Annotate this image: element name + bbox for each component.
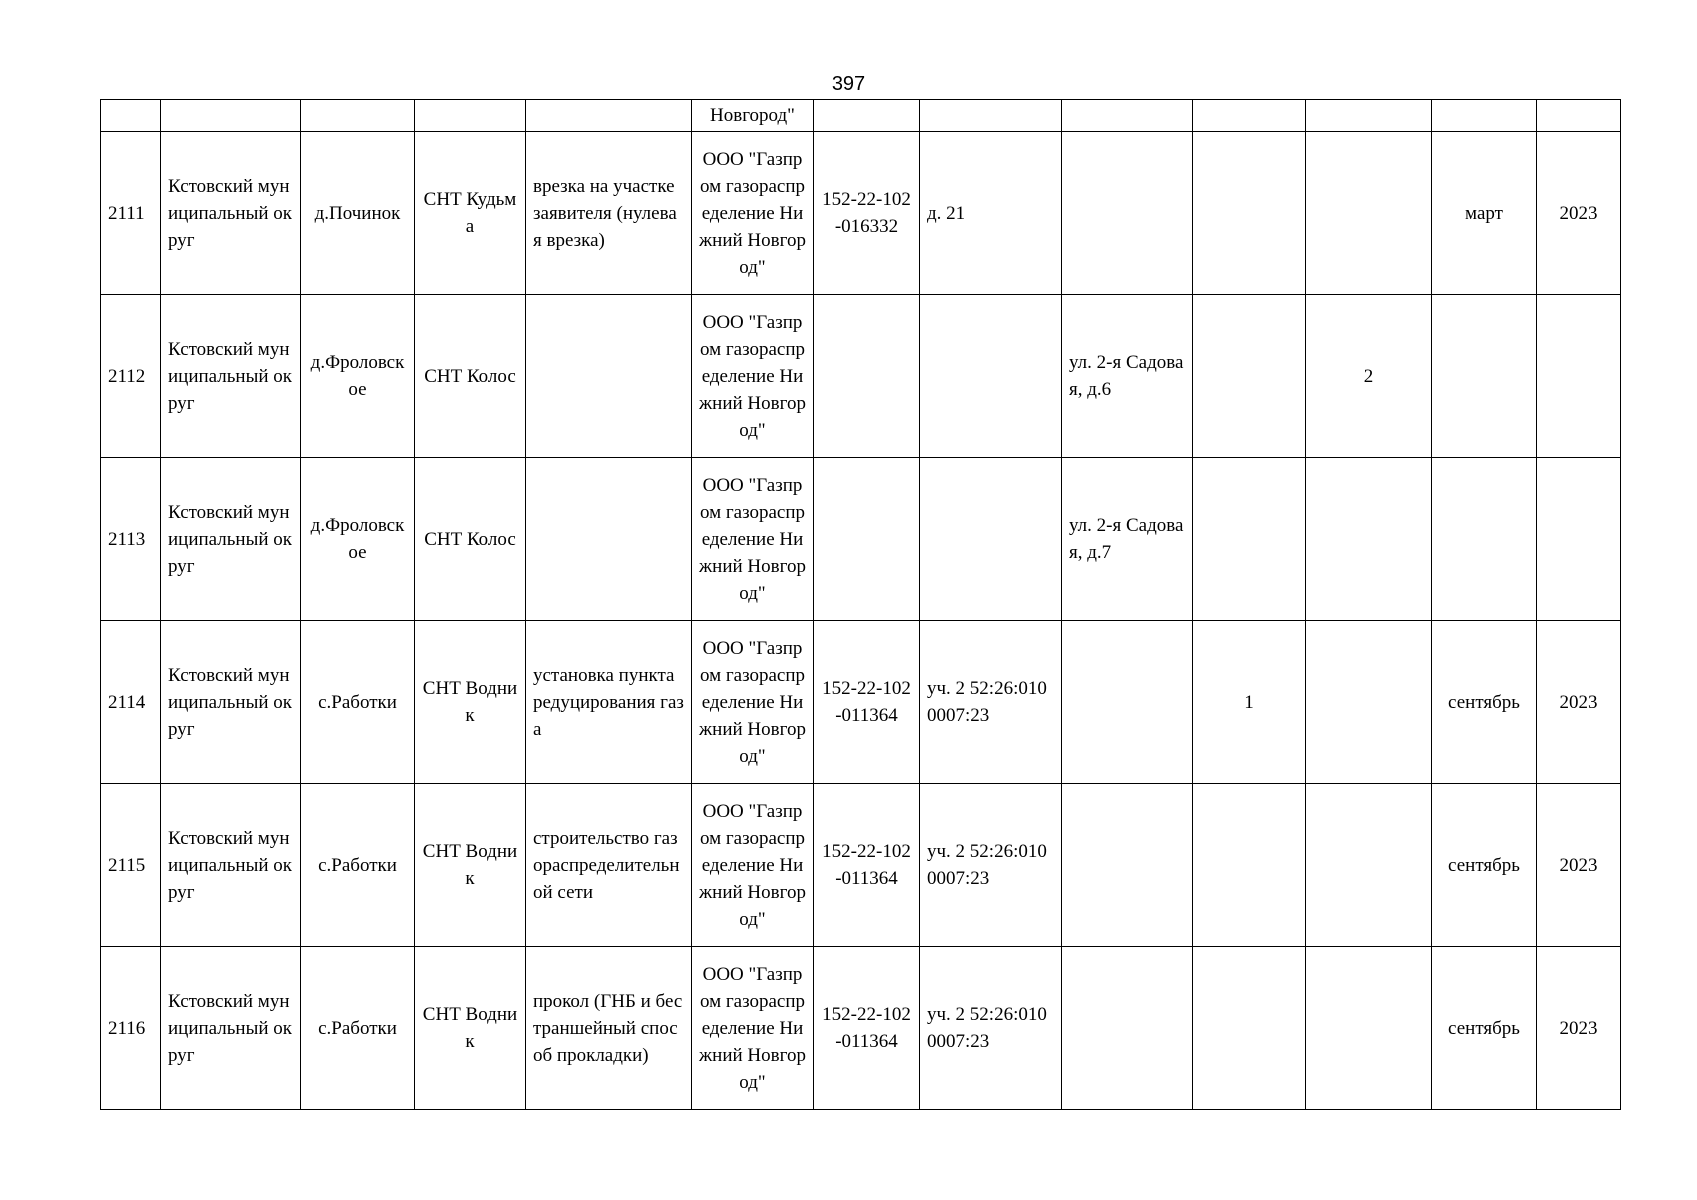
district-cell: Кстовский муниципальный округ xyxy=(161,947,301,1110)
month-cell: сентябрь xyxy=(1432,784,1537,947)
count-a-cell xyxy=(1193,784,1306,947)
settlement-cell: д.Фроловское xyxy=(301,458,415,621)
organization-cell: ООО "Газпром газораспределение Нижний Новгород" xyxy=(692,621,814,784)
organization-cell: ООО "Газпром газораспределение Нижний Новгород" xyxy=(692,295,814,458)
code-cell: 152-22-102-016332 xyxy=(814,132,920,295)
count-a-cell: 1 xyxy=(1193,621,1306,784)
district-cell: Кстовский муниципальный округ xyxy=(161,621,301,784)
organization-cell: ООО "Газпром газораспределение Нижний Новгород" xyxy=(692,132,814,295)
count-b-cell xyxy=(1306,621,1432,784)
year-cell: 2023 xyxy=(1537,621,1621,784)
year-cell: 2023 xyxy=(1537,947,1621,1110)
table-cell xyxy=(920,100,1062,132)
year-cell: 2023 xyxy=(1537,784,1621,947)
table-row xyxy=(101,458,1621,621)
street-cell: ул. 2-я Садовая, д.6 xyxy=(1062,295,1193,458)
table-cell xyxy=(814,100,920,132)
year-cell: 2023 xyxy=(1537,132,1621,295)
count-b-cell xyxy=(1306,784,1432,947)
work-type-cell: прокол (ГНБ и бестраншейный способ прокладки) xyxy=(526,947,692,1110)
street-cell xyxy=(1062,132,1193,295)
street-cell xyxy=(1062,784,1193,947)
organization-cell: ООО "Газпром газораспределение Нижний Новгород" xyxy=(692,947,814,1110)
address-cell: уч. 2 52:26:0100007:23 xyxy=(920,947,1062,1110)
count-b-cell: 2 xyxy=(1306,295,1432,458)
snt-cell: СНТ Водник xyxy=(415,784,526,947)
month-cell: март xyxy=(1432,132,1537,295)
table-cell xyxy=(1306,100,1432,132)
organization-cell: ООО "Газпром газораспределение Нижний Новгород" xyxy=(692,784,814,947)
table-row-continuation xyxy=(101,100,1621,132)
work-type-cell: врезка на участке заявителя (нулевая врезка) xyxy=(526,132,692,295)
table-row xyxy=(101,947,1621,1110)
row-number: 2114 xyxy=(101,621,161,784)
table-row xyxy=(101,132,1621,295)
count-a-cell xyxy=(1193,458,1306,621)
month-cell: сентябрь xyxy=(1432,947,1537,1110)
row-number: 2116 xyxy=(101,947,161,1110)
row-number: 2111 xyxy=(101,132,161,295)
month-cell xyxy=(1432,295,1537,458)
work-type-cell: строительство газораспределительной сети xyxy=(526,784,692,947)
table-cell xyxy=(1062,100,1193,132)
code-cell: 152-22-102-011364 xyxy=(814,784,920,947)
table-row xyxy=(101,621,1621,784)
street-cell xyxy=(1062,947,1193,1110)
street-cell: ул. 2-я Садовая, д.7 xyxy=(1062,458,1193,621)
row-number: 2115 xyxy=(101,784,161,947)
count-a-cell xyxy=(1193,132,1306,295)
row-number: 2113 xyxy=(101,458,161,621)
table-cell xyxy=(101,100,161,132)
count-a-cell xyxy=(1193,947,1306,1110)
table-cell xyxy=(415,100,526,132)
code-cell: 152-22-102-011364 xyxy=(814,621,920,784)
organization-cell: Новгород" xyxy=(692,100,814,132)
table-row xyxy=(101,295,1621,458)
table-cell xyxy=(301,100,415,132)
snt-cell: СНТ Кудьма xyxy=(415,132,526,295)
settlement-cell: с.Работки xyxy=(301,947,415,1110)
address-cell xyxy=(920,295,1062,458)
code-cell: 152-22-102-011364 xyxy=(814,947,920,1110)
address-cell: д. 21 xyxy=(920,132,1062,295)
snt-cell: СНТ Водник xyxy=(415,621,526,784)
address-cell xyxy=(920,458,1062,621)
data-table xyxy=(100,99,1621,1110)
table-cell xyxy=(1537,100,1621,132)
district-cell: Кстовский муниципальный округ xyxy=(161,132,301,295)
table-row xyxy=(101,784,1621,947)
count-b-cell xyxy=(1306,458,1432,621)
settlement-cell: с.Работки xyxy=(301,784,415,947)
district-cell: Кстовский муниципальный округ xyxy=(161,295,301,458)
year-cell xyxy=(1537,458,1621,621)
code-cell xyxy=(814,295,920,458)
settlement-cell: д.Фроловское xyxy=(301,295,415,458)
count-b-cell xyxy=(1306,132,1432,295)
month-cell: сентябрь xyxy=(1432,621,1537,784)
snt-cell: СНТ Колос xyxy=(415,458,526,621)
settlement-cell: с.Работки xyxy=(301,621,415,784)
page-number: 397 xyxy=(831,73,866,95)
snt-cell: СНТ Водник xyxy=(415,947,526,1110)
code-cell xyxy=(814,458,920,621)
street-cell xyxy=(1062,621,1193,784)
table-cell xyxy=(1193,100,1306,132)
year-cell xyxy=(1537,295,1621,458)
work-type-cell: установка пункта редуцирования газа xyxy=(526,621,692,784)
organization-cell: ООО "Газпром газораспределение Нижний Новгород" xyxy=(692,458,814,621)
work-type-cell xyxy=(526,295,692,458)
snt-cell: СНТ Колос xyxy=(415,295,526,458)
address-cell: уч. 2 52:26:0100007:23 xyxy=(920,621,1062,784)
district-cell: Кстовский муниципальный округ xyxy=(161,784,301,947)
table-cell xyxy=(526,100,692,132)
month-cell xyxy=(1432,458,1537,621)
table-cell xyxy=(161,100,301,132)
row-number: 2112 xyxy=(101,295,161,458)
count-b-cell xyxy=(1306,947,1432,1110)
table-cell xyxy=(1432,100,1537,132)
work-type-cell xyxy=(526,458,692,621)
settlement-cell: д.Починок xyxy=(301,132,415,295)
district-cell: Кстовский муниципальный округ xyxy=(161,458,301,621)
count-a-cell xyxy=(1193,295,1306,458)
address-cell: уч. 2 52:26:0100007:23 xyxy=(920,784,1062,947)
